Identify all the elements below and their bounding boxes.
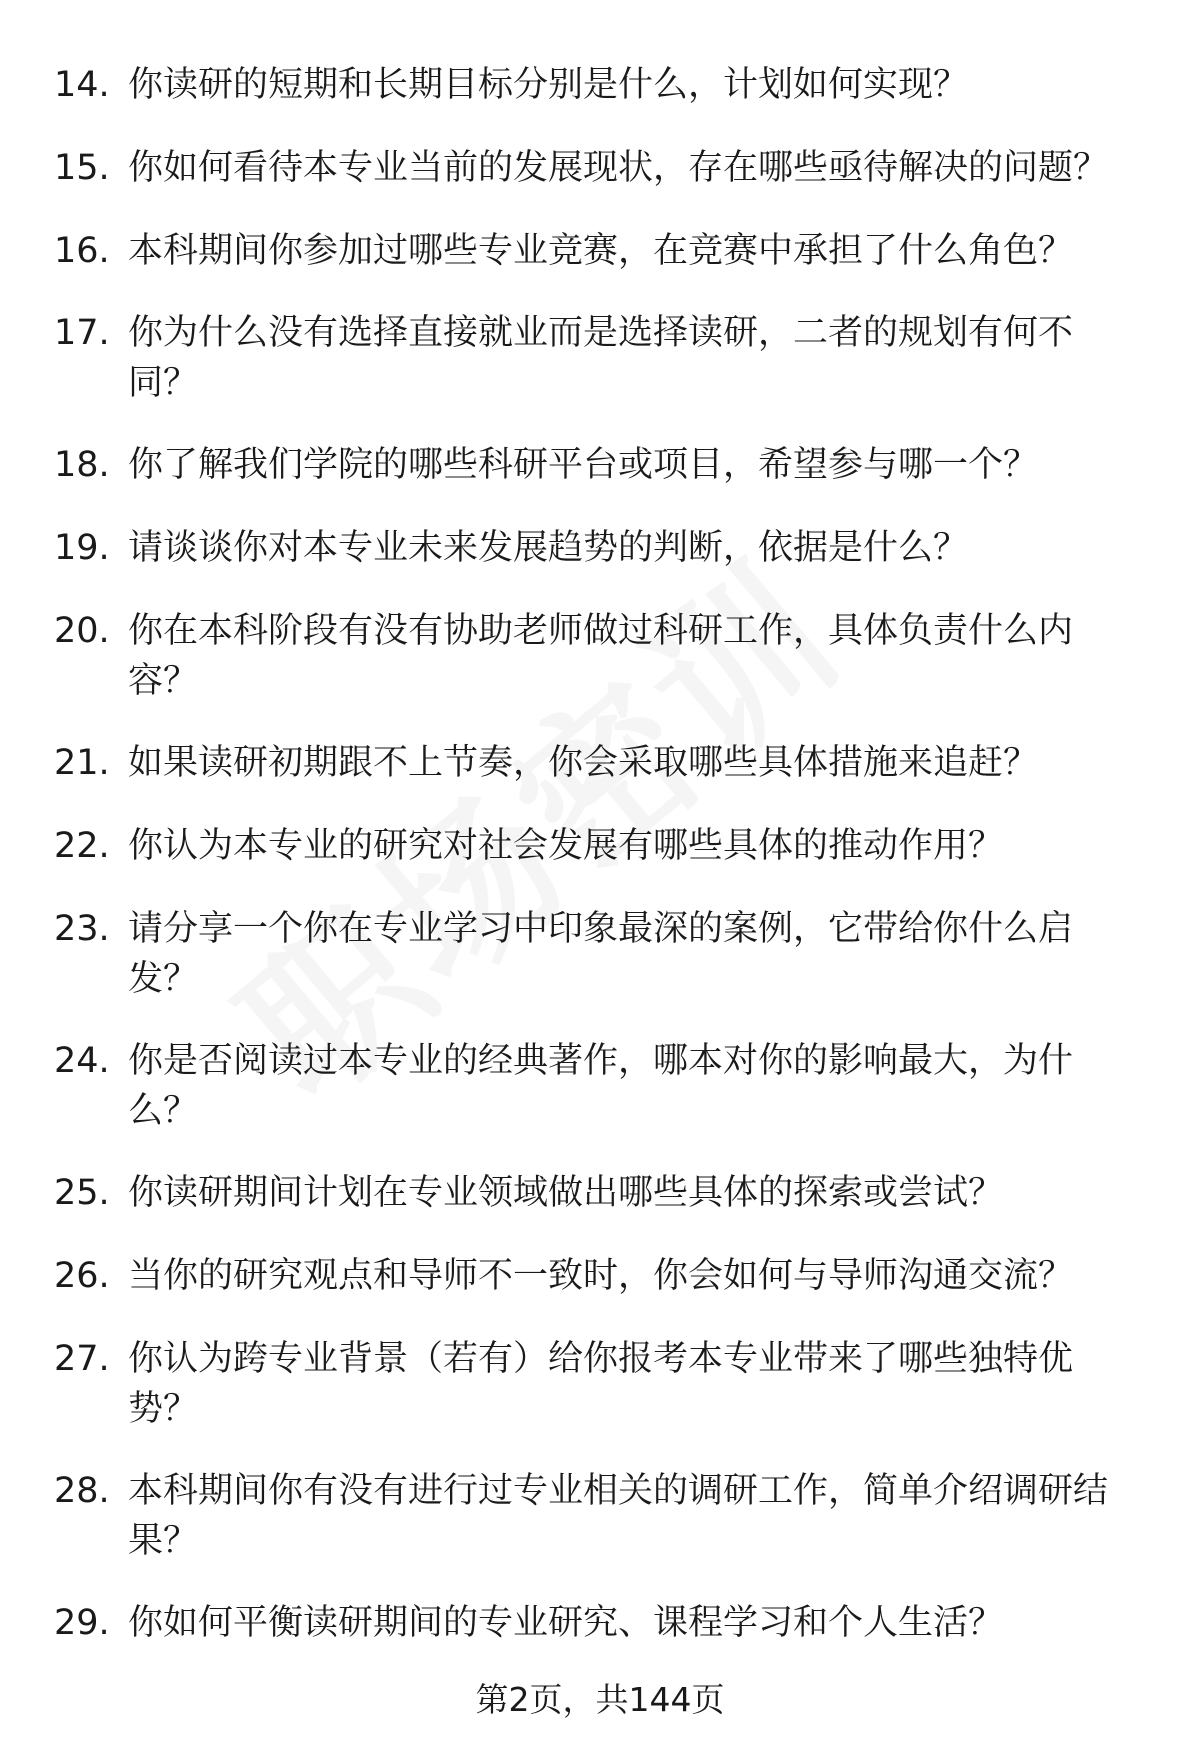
question-text: 请分享一个你在专业学习中印象最深的案例，它带给你什么启发？: [128, 909, 1074, 999]
question-text: 当你的研究观点和导师不一致时，你会如何与导师沟通交流？: [128, 1256, 1074, 1296]
question-number: 21.: [54, 743, 110, 783]
question-number: 14.: [54, 65, 110, 105]
question-text: 你读研期间计划在专业领域做出哪些具体的探索或尝试？: [128, 1173, 1004, 1213]
question-number: 29.: [54, 1603, 110, 1643]
question-text: 你认为跨专业背景（若有）给你报考本专业带来了哪些独特优势？: [128, 1339, 1074, 1429]
question-text: 本科期间你参加过哪些专业竞赛，在竞赛中承担了什么角色？: [128, 231, 1074, 271]
question-text: 如果读研初期跟不上节奏，你会采取哪些具体措施来追赶？: [128, 743, 1039, 783]
question-number: 24.: [54, 1041, 110, 1081]
question-text: 你是否阅读过本专业的经典著作，哪本对你的影响最大，为什么？: [128, 1041, 1074, 1131]
question-number: 16.: [54, 231, 110, 271]
question-text: 你如何平衡读研期间的专业研究、课程学习和个人生活？: [128, 1603, 1004, 1643]
question-number: 15.: [54, 148, 110, 188]
page-number: 第2页，共144页: [475, 1680, 725, 1719]
question-text: 你读研的短期和长期目标分别是什么，计划如何实现？: [128, 65, 969, 105]
question-number: 25.: [54, 1173, 110, 1213]
question-number: 23.: [54, 909, 110, 949]
question-text: 本科期间你有没有进行过专业相关的调研工作，简单介绍调研结果？: [128, 1471, 1109, 1561]
question-text: 请谈谈你对本专业未来发展趋势的判断，依据是什么？: [128, 528, 969, 568]
question-text: 你如何看待本专业当前的发展现状，存在哪些亟待解决的问题？: [128, 148, 1109, 188]
question-number: 19.: [54, 528, 110, 568]
question-number: 20.: [54, 611, 110, 651]
question-text: 你了解我们学院的哪些科研平台或项目，希望参与哪一个？: [128, 445, 1039, 485]
question-number: 18.: [54, 445, 110, 485]
question-number: 22.: [54, 826, 110, 866]
question-number: 27.: [54, 1339, 110, 1379]
question-number: 28.: [54, 1471, 110, 1511]
question-number: 26.: [54, 1256, 110, 1296]
question-text: 你在本科阶段有没有协助老师做过科研工作，具体负责什么内容？: [128, 611, 1074, 701]
question-text: 你认为本专业的研究对社会发展有哪些具体的推动作用？: [128, 826, 1004, 866]
question-text: 你为什么没有选择直接就业而是选择读研，二者的规划有何不同？: [128, 313, 1074, 403]
question-number: 17.: [54, 313, 110, 353]
